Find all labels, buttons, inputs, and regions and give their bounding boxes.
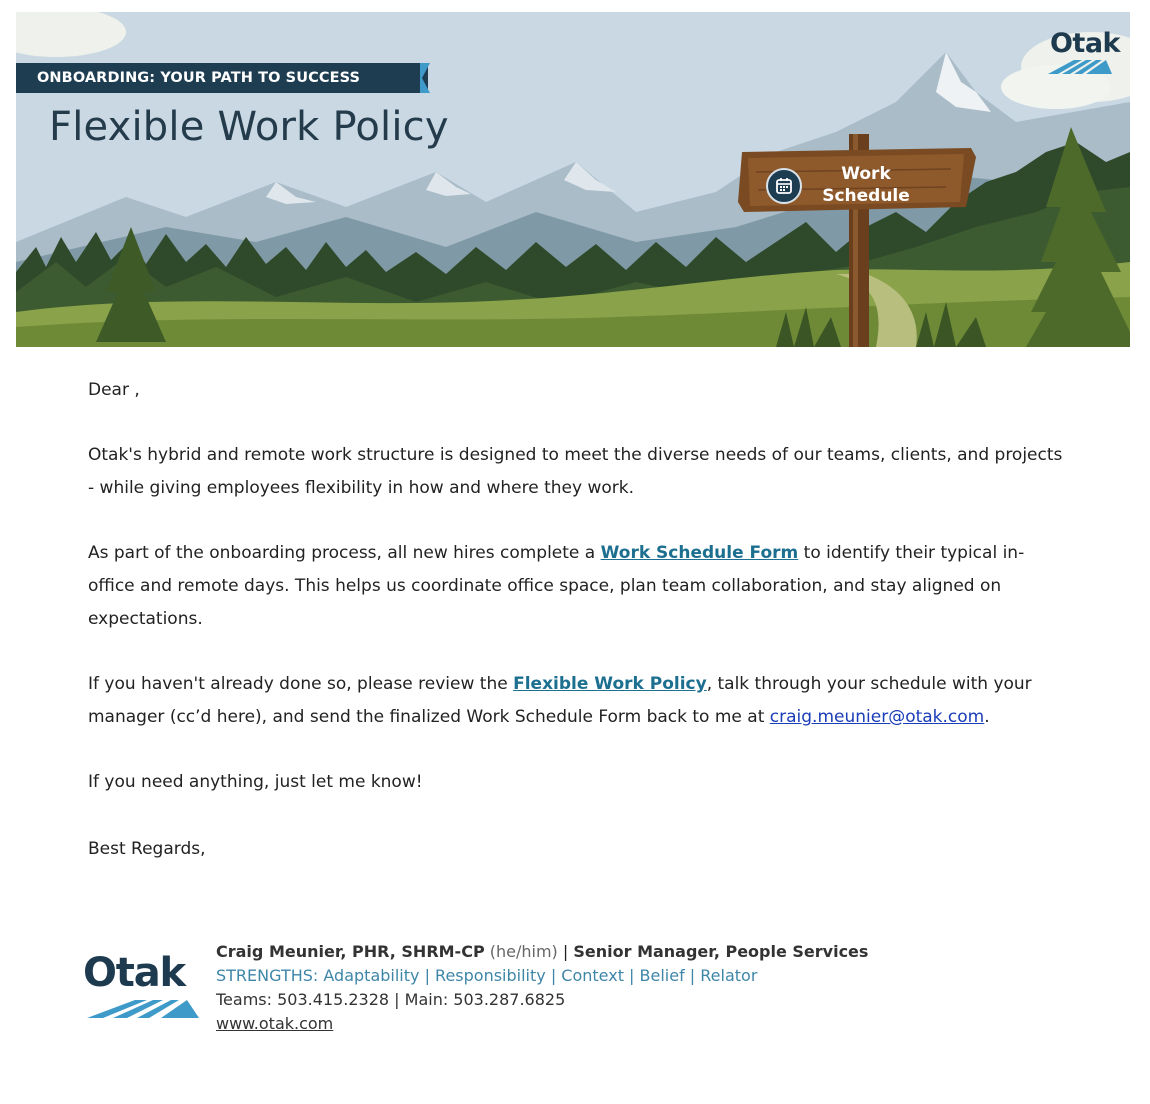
paragraph-text: , talk through your schedule with your manager (cc’d here), and send the finalized Work Schedule Form back to me at: [88, 674, 1032, 727]
signature-phones: Teams: 503.415.2328 | Main: 503.287.6825: [216, 990, 566, 1009]
signature-logo-text: Otak: [83, 950, 185, 996]
paragraph-review-policy: [88, 668, 1063, 734]
email-body: [88, 374, 1063, 866]
paragraph-text: to identify their typical in-office and remote days. This helps us coordinate office space, plan team collaboration, and stay aligned on expectations.: [88, 543, 1025, 629]
banner-title: Flexible Work Policy: [49, 104, 449, 150]
calendar-icon: [766, 168, 802, 204]
signature-name: Craig Meunier, PHR, SHRM-CP: [216, 942, 485, 961]
paragraph-hybrid-work: Otak's hybrid and remote work structure is designed to meet the diverse needs of our teams, clients, and projects - while giving employees flexibility in how and where they work.: [88, 445, 1063, 498]
paragraph-text: If you haven't already done so, please review the: [88, 674, 514, 694]
work-schedule-form-link[interactable]: Work Schedule Form: [600, 543, 799, 563]
closing: Best Regards,: [88, 839, 206, 859]
sign-line-2: Schedule: [822, 186, 910, 206]
flexible-work-policy-link[interactable]: Flexible Work Policy: [513, 674, 707, 694]
website-link[interactable]: www.otak.com: [216, 1014, 334, 1033]
onboarding-ribbon: ONBOARDING: YOUR PATH TO SUCCESS: [16, 63, 428, 93]
otak-logo-stripes-icon: [1030, 60, 1120, 74]
otak-logo: [1030, 28, 1120, 78]
signature-separator: |: [562, 942, 574, 961]
signature-title: Senior Manager, People Services: [573, 942, 869, 961]
paragraph-text: .: [984, 707, 990, 727]
header-banner: [16, 12, 1130, 347]
signature-logo-stripes-icon: [83, 996, 201, 1018]
paragraph-text: As part of the onboarding process, all new hires complete a: [88, 543, 601, 563]
email-address-link[interactable]: craig.meunier@otak.com: [769, 707, 985, 727]
paragraph-schedule-form: [88, 537, 1063, 636]
sign-line-1: Work: [841, 164, 891, 184]
work-schedule-sign: [822, 163, 910, 207]
ribbon-accent-icon: [420, 63, 430, 93]
signature-pronouns: (he/him): [484, 942, 563, 961]
paragraph-help: If you need anything, just let me know!: [88, 772, 423, 792]
signature-otak-logo: [83, 950, 201, 1020]
email-signature: [83, 940, 983, 1040]
signature-strengths: STRENGTHS: Adaptability | Responsibility | Context | Belief | Relator: [216, 966, 758, 985]
signature-name-line: [216, 940, 868, 964]
otak-logo-text: Otak: [1049, 28, 1120, 59]
signature-details: [216, 940, 868, 1036]
greeting: Dear ,: [88, 380, 140, 400]
